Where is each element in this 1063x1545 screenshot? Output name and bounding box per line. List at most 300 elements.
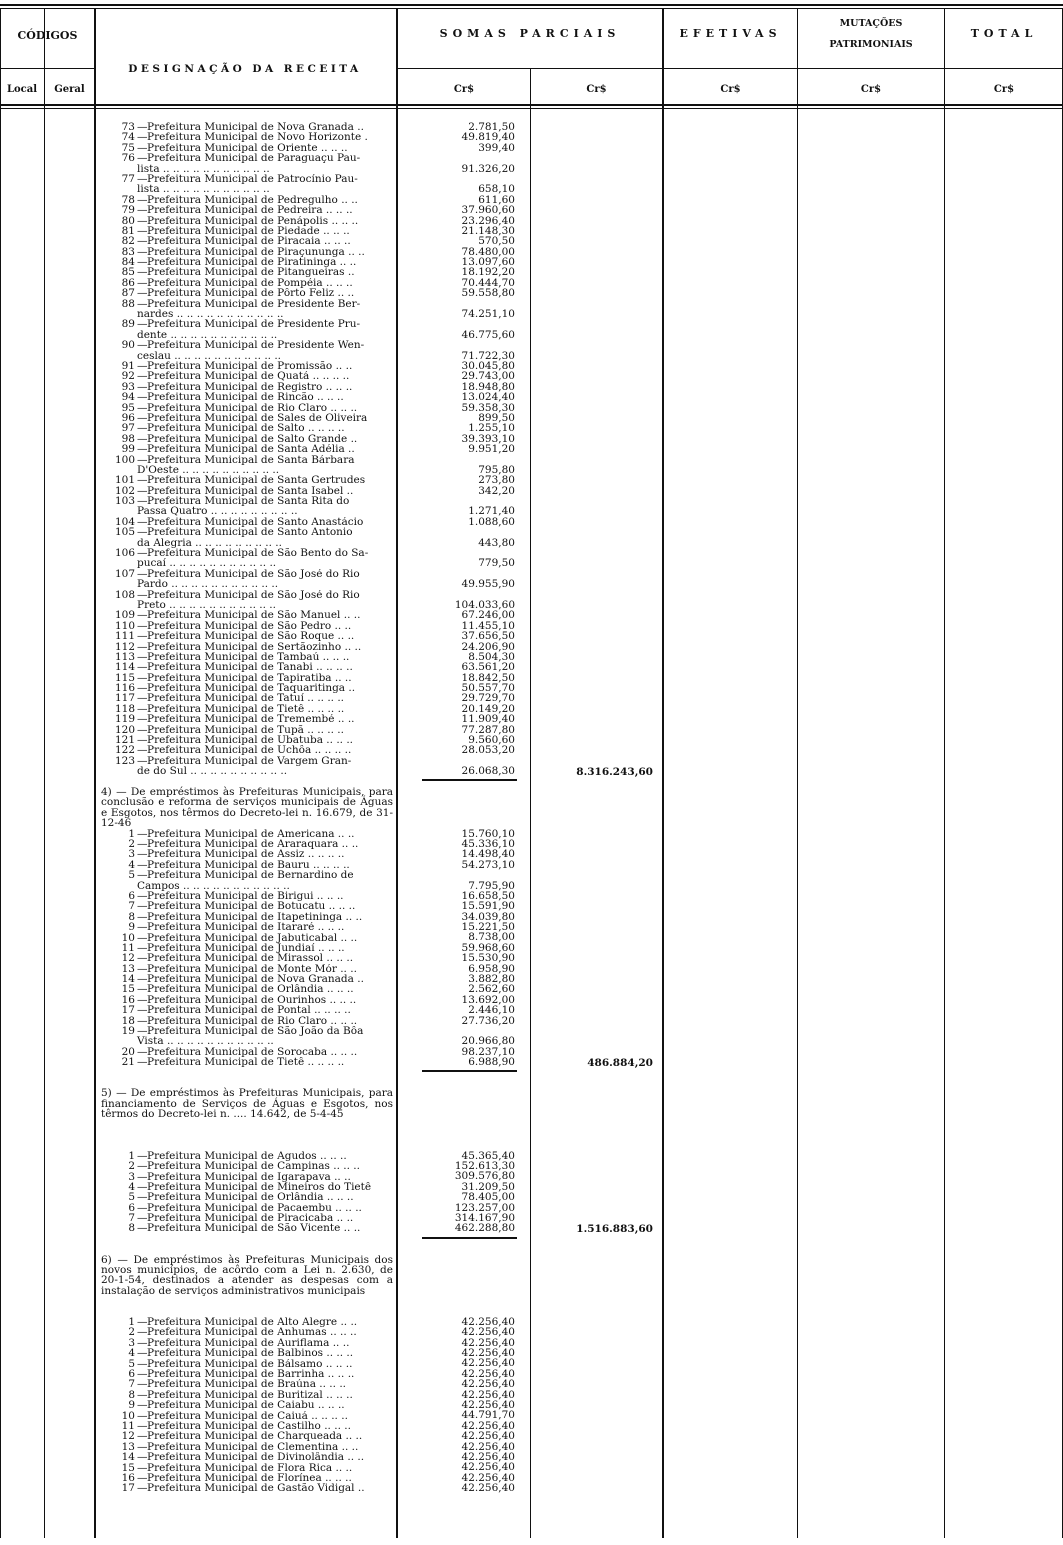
- dash-separator: —: [137, 984, 148, 995]
- row-number: 107: [114, 568, 135, 580]
- row-description: Prefeitura Municipal de Agudos .. .. ..: [147, 1150, 347, 1162]
- row-value: 795,80: [478, 463, 515, 476]
- row-number: 12: [121, 1431, 135, 1442]
- blank-value: [400, 1078, 515, 1088]
- header-mutacoes: MUTAÇÕES: [839, 18, 903, 29]
- row-description: Prefeitura Municipal de Caiuá .. .. .. ..: [147, 1410, 348, 1421]
- row-description: Prefeitura Municipal de Orlândia .. .. ..: [147, 984, 354, 995]
- row-number: 116: [114, 683, 135, 694]
- table-row: [101, 267, 393, 277]
- dash-separator: —: [137, 1192, 148, 1203]
- row-value: 779,50: [478, 557, 515, 570]
- col-line-designacao: [396, 8, 398, 1538]
- row-number: 85: [121, 267, 135, 278]
- row-description: Prefeitura Municipal de Clementina .. ..: [147, 1441, 359, 1453]
- row-description: Prefeitura Municipal de Rincão .. .. ..: [147, 392, 344, 403]
- row-value: 23.296,40: [461, 214, 515, 227]
- dash-separator: —: [137, 849, 148, 860]
- row-number: 15: [121, 1462, 135, 1473]
- row-number: 77: [121, 173, 135, 185]
- row-number: 120: [114, 724, 135, 736]
- dash-separator: —: [137, 942, 148, 954]
- dash-separator: —: [137, 1161, 148, 1172]
- row-number: 19: [121, 1026, 135, 1037]
- row-value: 273,80: [478, 474, 515, 487]
- header-codigos: CÓDIGOS: [17, 29, 78, 42]
- table-row: [101, 891, 393, 901]
- row-value: 42.256,40: [461, 1399, 515, 1412]
- table-row: [101, 153, 393, 163]
- row-description: Prefeitura Municipal de Orlândia .. .. ..: [147, 1192, 354, 1203]
- row-number: 119: [114, 714, 135, 725]
- row-description: Prefeitura Municipal de Oriente .. .. ..: [147, 142, 348, 154]
- table-row: [101, 922, 393, 932]
- row-description: Prefeitura Municipal de São Roque .. ..: [147, 631, 355, 642]
- table-row: [101, 901, 393, 911]
- row-number: 21: [121, 1057, 135, 1068]
- row-description-continued: Vista .. .. .. .. .. .. .. .. .. .. ..: [137, 1036, 274, 1047]
- row-value: 18.948,80: [461, 380, 515, 393]
- row-description: Prefeitura Municipal de Santo Antonio: [147, 527, 353, 538]
- row-description: Prefeitura Municipal de Tremembé .. ..: [147, 714, 355, 725]
- row-description-continued: D'Oeste .. .. .. .. .. .. .. .. .. ..: [137, 464, 280, 476]
- row-description: Prefeitura Municipal de Uchôa .. .. .. ..: [147, 745, 352, 756]
- blank-line: [101, 1130, 393, 1140]
- table-row: [101, 226, 393, 236]
- table-row: [101, 974, 393, 984]
- row-description: Prefeitura Municipal de Nova Granada ..: [147, 974, 364, 985]
- row-value: 2.446,10: [468, 1004, 515, 1017]
- row-description: Prefeitura Municipal de Sertãozinho .. ..: [147, 641, 362, 652]
- row-value: 14.498,40: [461, 848, 515, 861]
- row-number: 9: [128, 922, 135, 933]
- table-row: [101, 351, 393, 361]
- col-line-0: [0, 8, 1, 1538]
- row-number: 1: [128, 828, 135, 839]
- dash-separator: —: [137, 1452, 148, 1463]
- section-heading: 5) — De empréstimos às Prefeituras Municipais, para financiamento de Serviços de Águas e Esgotos, nos têrmos do Decreto-lei n. .... 14.642, de 5-4-45: [101, 1087, 393, 1121]
- row-description: Prefeitura Municipal de Promissão .. ..: [147, 360, 353, 372]
- row-description: Prefeitura Municipal de Patrocínio Pau-: [147, 173, 358, 185]
- row-description-continued: Campos .. .. .. .. .. .. .. .. .. .. ..: [137, 880, 290, 891]
- dash-separator: —: [137, 1015, 148, 1027]
- dash-separator: —: [137, 496, 148, 507]
- dash-separator: —: [137, 911, 148, 923]
- row-description: Prefeitura Municipal de Auriflama .. ..: [147, 1337, 350, 1349]
- dash-separator: —: [137, 153, 148, 164]
- row-number: 8: [128, 1389, 135, 1401]
- dash-separator: —: [137, 277, 148, 289]
- row-description: Prefeitura Municipal de Jundiaí .. .. ..: [147, 942, 345, 954]
- row-number: 90: [121, 340, 135, 351]
- row-value: 13.024,40: [461, 391, 515, 404]
- table-row: [101, 683, 393, 693]
- row-description: Prefeitura Municipal de Novo Horizonte .: [147, 132, 368, 143]
- row-value: 11.909,40: [461, 713, 515, 726]
- header-somas-parciais: SOMAS PARCIAIS: [439, 27, 621, 40]
- row-number: 5: [128, 1192, 135, 1203]
- table-row: [101, 465, 393, 475]
- row-value: 59.558,80: [461, 287, 515, 300]
- row-value: 314.167,90: [454, 1212, 515, 1225]
- row-number: 17: [121, 1483, 135, 1494]
- row-number: 20: [121, 1046, 135, 1058]
- row-description-continued: dente .. .. .. .. .. .. .. .. .. .. ..: [137, 329, 278, 341]
- dash-separator: —: [137, 1368, 148, 1380]
- row-number: 74: [121, 132, 135, 143]
- row-number: 109: [114, 610, 135, 621]
- row-description: Prefeitura Municipal de Piracaia .. .. ..: [147, 236, 351, 247]
- blank-value: [400, 1099, 515, 1109]
- row-number: 114: [114, 662, 135, 673]
- row-description: Prefeitura Municipal de Monte Mór .. ..: [147, 963, 357, 975]
- dash-separator: —: [137, 527, 148, 538]
- table-row: [101, 361, 393, 371]
- table-row: [101, 527, 393, 537]
- col-line-geral: [94, 8, 96, 1538]
- dash-separator: —: [137, 1379, 148, 1390]
- col-line-local: [44, 8, 45, 1538]
- row-description-continued: de do Sul .. .. .. .. .. .. .. .. .. ..: [137, 766, 288, 777]
- row-number: 10: [121, 1410, 135, 1421]
- dash-separator: —: [137, 838, 148, 850]
- dash-separator: —: [137, 444, 148, 455]
- row-number: 113: [114, 651, 135, 663]
- blank-value: [400, 1296, 515, 1306]
- row-description: Prefeitura Municipal de Campinas .. .. ..: [147, 1161, 360, 1172]
- table-row: [101, 548, 393, 558]
- row-number: 15: [121, 984, 135, 995]
- dash-separator: —: [137, 433, 148, 445]
- table-row: [101, 444, 393, 454]
- row-number: 11: [121, 942, 135, 954]
- row-description: Prefeitura Municipal de Rio Claro .. .. ..: [147, 402, 358, 413]
- row-value: 49.955,90: [461, 578, 515, 591]
- row-number: 14: [121, 1452, 135, 1463]
- row-number: 9: [128, 1400, 135, 1411]
- row-number: 13: [121, 963, 135, 975]
- dash-separator: —: [137, 392, 148, 403]
- row-description: Prefeitura Municipal de Vargem Gran-: [147, 755, 352, 767]
- col-line-efetivas: [797, 8, 798, 1538]
- row-description: Prefeitura Municipal de Presidente Pru-: [147, 319, 361, 330]
- table-row: [101, 693, 393, 703]
- row-description: Prefeitura Municipal de Alto Alegre .. ..: [147, 1317, 358, 1328]
- table-row: [101, 195, 393, 205]
- row-description: Prefeitura Municipal de Rio Claro .. .. ..: [147, 1015, 358, 1027]
- dash-separator: —: [137, 859, 148, 871]
- row-value: 77.287,80: [461, 723, 515, 736]
- dash-separator: —: [137, 267, 148, 278]
- table-row: [101, 1016, 393, 1026]
- row-value: 59.358,30: [461, 401, 515, 414]
- row-number: 112: [114, 641, 135, 652]
- subtotal-rule: [422, 1070, 517, 1072]
- blank-value: [400, 808, 515, 818]
- col-line-somas-mid: [530, 69, 531, 1538]
- row-value: 42.256,40: [461, 1461, 515, 1474]
- currency-mutacoes: Cr$: [860, 84, 882, 95]
- table-row: [101, 860, 393, 870]
- row-value: 443,80: [478, 536, 515, 549]
- table-row: [101, 704, 393, 714]
- dash-separator: —: [137, 683, 148, 694]
- table-row: [101, 849, 393, 859]
- row-number: 98: [121, 433, 135, 445]
- dash-separator: —: [137, 1410, 148, 1421]
- table-row: [101, 403, 393, 413]
- row-number: 104: [114, 516, 135, 528]
- table-row: [101, 1036, 393, 1046]
- dash-separator: —: [137, 1171, 148, 1182]
- table-row: [101, 1223, 393, 1233]
- table-row: [101, 735, 393, 745]
- table-row: [101, 1047, 393, 1057]
- row-number: 95: [121, 402, 135, 413]
- row-description: Prefeitura Municipal de Americana .. ..: [147, 828, 355, 839]
- row-number: 91: [121, 360, 135, 372]
- row-description: Prefeitura Municipal de Salto .. .. .. ..: [147, 423, 345, 434]
- table-row: [101, 1005, 393, 1015]
- row-value: [400, 870, 515, 880]
- row-number: 82: [121, 236, 135, 247]
- row-description: Prefeitura Municipal de Piratininga .. ..: [147, 257, 357, 268]
- table-row: [101, 132, 393, 142]
- dash-separator: —: [137, 548, 148, 559]
- row-number: 108: [114, 589, 135, 600]
- row-description: Prefeitura Municipal de Tatuí .. .. .. ..: [147, 693, 345, 704]
- table-row: [101, 413, 393, 423]
- dash-separator: —: [137, 1181, 148, 1193]
- row-number: 7: [128, 1213, 135, 1224]
- dash-separator: —: [137, 724, 148, 736]
- row-description: Prefeitura Municipal de Nova Granada ..: [147, 122, 364, 133]
- row-number: 106: [114, 548, 135, 559]
- blank-value: [400, 797, 515, 807]
- row-number: 78: [121, 194, 135, 206]
- table-row: [101, 278, 393, 288]
- dash-separator: —: [137, 173, 148, 185]
- dash-separator: —: [137, 703, 148, 715]
- blank-value: [400, 1068, 515, 1078]
- row-number: 117: [114, 693, 135, 704]
- row-number: 16: [121, 1472, 135, 1484]
- row-description: Prefeitura Municipal de Igarapava .. ..: [147, 1171, 351, 1182]
- table-row: [101, 216, 393, 226]
- table-row: [101, 455, 393, 465]
- table-row: [101, 1348, 393, 1358]
- row-value: 21.148,30: [461, 224, 515, 237]
- row-description: Prefeitura Municipal de Bálsamo .. .. ..: [147, 1358, 353, 1369]
- subtotal-value: 486.884,20: [587, 1057, 653, 1069]
- subtotal-rule: [422, 1237, 517, 1239]
- dash-separator: —: [137, 402, 148, 413]
- row-value: 39.393,10: [461, 432, 515, 445]
- row-value: 42.256,40: [461, 1367, 515, 1380]
- row-number: 1: [128, 1150, 135, 1162]
- row-description: Prefeitura Municipal de Balbinos .. .. ..: [147, 1348, 354, 1359]
- row-value: 42.256,40: [461, 1482, 515, 1495]
- table-row: [101, 912, 393, 922]
- dash-separator: —: [137, 620, 148, 632]
- blank-line: [101, 1234, 393, 1244]
- row-value: 91.326,20: [461, 162, 515, 175]
- table-row: [101, 953, 393, 963]
- table-row: [101, 870, 393, 880]
- row-number: 84: [121, 257, 135, 268]
- row-number: 83: [121, 246, 135, 258]
- currency-total: Cr$: [993, 84, 1015, 95]
- table-row: [101, 569, 393, 579]
- row-value: 15.760,10: [461, 827, 515, 840]
- blank-value: [400, 1265, 515, 1275]
- blank-value: [400, 777, 515, 787]
- row-value: 70.444,70: [461, 276, 515, 289]
- dash-separator: —: [137, 288, 148, 299]
- table-row: [101, 330, 393, 340]
- row-description: Prefeitura Municipal de Pompéia .. .. ..: [147, 277, 353, 289]
- dash-separator: —: [137, 246, 148, 258]
- row-number: 5: [128, 1358, 135, 1369]
- dash-separator: —: [137, 1327, 148, 1338]
- row-value: 2.562,60: [468, 983, 515, 996]
- header-total: TOTAL: [970, 27, 1038, 40]
- dash-separator: —: [137, 132, 148, 143]
- row-value: 899,50: [478, 411, 515, 424]
- dash-separator: —: [137, 1005, 148, 1016]
- dash-separator: —: [137, 963, 148, 975]
- table-row: [101, 1483, 393, 1493]
- row-description: Prefeitura Municipal de Bauru .. .. .. ..: [147, 859, 350, 871]
- row-number: 118: [114, 703, 135, 715]
- row-description: Prefeitura Municipal de Tapiratiba .. ..: [147, 672, 352, 684]
- dash-separator: —: [137, 1431, 148, 1442]
- row-description: Prefeitura Municipal de Tietê .. .. .. ..: [147, 1057, 345, 1068]
- table-row: [101, 1452, 393, 1462]
- table-row: [101, 205, 393, 215]
- table-row: [101, 881, 393, 891]
- table-row: [101, 319, 393, 329]
- row-description: Prefeitura Municipal de Braúna .. .. ..: [147, 1379, 346, 1390]
- table-row: [101, 558, 393, 568]
- row-value: 44.791,70: [461, 1409, 515, 1422]
- dash-separator: —: [137, 360, 148, 372]
- row-value: 8.504,30: [468, 650, 515, 663]
- row-value: 98.237,10: [461, 1045, 515, 1058]
- table-row: [101, 1317, 393, 1327]
- row-number: 86: [121, 277, 135, 289]
- dash-separator: —: [137, 1046, 148, 1058]
- dash-separator: —: [137, 1223, 148, 1234]
- table-row: [101, 1192, 393, 1202]
- table-row: [101, 652, 393, 662]
- row-value: 399,40: [478, 141, 515, 154]
- row-number: 103: [114, 496, 135, 507]
- table-row: [101, 371, 393, 381]
- row-value: 104.033,60: [454, 598, 515, 611]
- row-value: 54.273,10: [461, 858, 515, 871]
- row-number: 121: [114, 735, 135, 746]
- row-description: Prefeitura Municipal de Pedregulho .. ..: [147, 194, 358, 206]
- row-number: 79: [121, 205, 135, 216]
- dash-separator: —: [137, 672, 148, 684]
- row-description: Prefeitura Municipal de Salto Grande ..: [147, 433, 358, 445]
- row-number: 87: [121, 288, 135, 299]
- row-value: 11.455,10: [461, 619, 515, 632]
- dash-separator: —: [137, 1400, 148, 1411]
- row-description: Prefeitura Municipal de São José do Rio: [147, 568, 360, 580]
- row-description: Prefeitura Municipal de Presidente Ber-: [147, 298, 361, 310]
- dash-separator: —: [137, 1462, 148, 1473]
- row-value: 50.557,70: [461, 682, 515, 695]
- blank-value: [400, 1255, 515, 1265]
- row-value: 6.988,90: [468, 1056, 515, 1069]
- dash-separator: —: [137, 215, 148, 226]
- row-number: 11: [121, 1420, 135, 1432]
- row-value: 570,50: [478, 235, 515, 248]
- row-value: 29.729,70: [461, 692, 515, 705]
- row-value: 42.256,40: [461, 1315, 515, 1328]
- row-description: Prefeitura Municipal de Flora Rica .. ..: [147, 1462, 353, 1473]
- table-row: [101, 1411, 393, 1421]
- row-description: Prefeitura Municipal de Araraquara .. ..: [147, 838, 359, 850]
- table-row: [101, 579, 393, 589]
- row-description-continued: Preto .. .. .. .. .. .. .. .. .. .. ..: [137, 599, 276, 611]
- row-description: Prefeitura Municipal de Castilho .. .. ..: [147, 1420, 351, 1432]
- row-number: 12: [121, 953, 135, 964]
- row-value: 27.736,20: [461, 1014, 515, 1027]
- blank-value: [400, 1088, 515, 1098]
- row-value: 15.591,90: [461, 900, 515, 913]
- table-row: [101, 1327, 393, 1337]
- table-row: [101, 766, 393, 776]
- table-row: [101, 714, 393, 724]
- row-description: Prefeitura Municipal de Ubatuba .. .. ..: [147, 735, 354, 746]
- row-value: 67.246,00: [461, 609, 515, 622]
- row-description: Prefeitura Municipal de Paraguaçu Pau-: [147, 153, 361, 164]
- table-row: [101, 673, 393, 683]
- table-row: [101, 1151, 393, 1161]
- table-row: [101, 590, 393, 600]
- dash-separator: —: [137, 257, 148, 268]
- table-row: [101, 486, 393, 496]
- table-row: [101, 745, 393, 755]
- row-number: 6: [128, 1202, 135, 1214]
- row-number: 1: [128, 1317, 135, 1328]
- row-value: 2.781,50: [468, 121, 515, 133]
- row-description-continued: lista .. .. .. .. .. .. .. .. .. .. ..: [137, 184, 270, 195]
- blank-value: [400, 1120, 515, 1130]
- table-row: [101, 1172, 393, 1182]
- header-efetivas: EFETIVAS: [679, 27, 782, 40]
- table-row: [101, 1203, 393, 1213]
- row-number: 93: [121, 381, 135, 393]
- row-number: 102: [114, 485, 135, 497]
- table-row: [101, 642, 393, 652]
- row-description: Prefeitura Municipal de Charqueada .. ..: [147, 1431, 363, 1442]
- row-value: 59.968,60: [461, 941, 515, 954]
- dash-separator: —: [137, 142, 148, 154]
- row-number: 89: [121, 319, 135, 330]
- dash-separator: —: [137, 1317, 148, 1328]
- subtotal-value: 8.316.243,60: [576, 765, 653, 778]
- row-value: 42.256,40: [461, 1326, 515, 1339]
- dash-separator: —: [137, 319, 148, 330]
- row-value: 42.256,40: [461, 1388, 515, 1401]
- dash-separator: —: [137, 641, 148, 652]
- row-number: 18: [121, 1015, 135, 1027]
- dash-separator: —: [137, 340, 148, 351]
